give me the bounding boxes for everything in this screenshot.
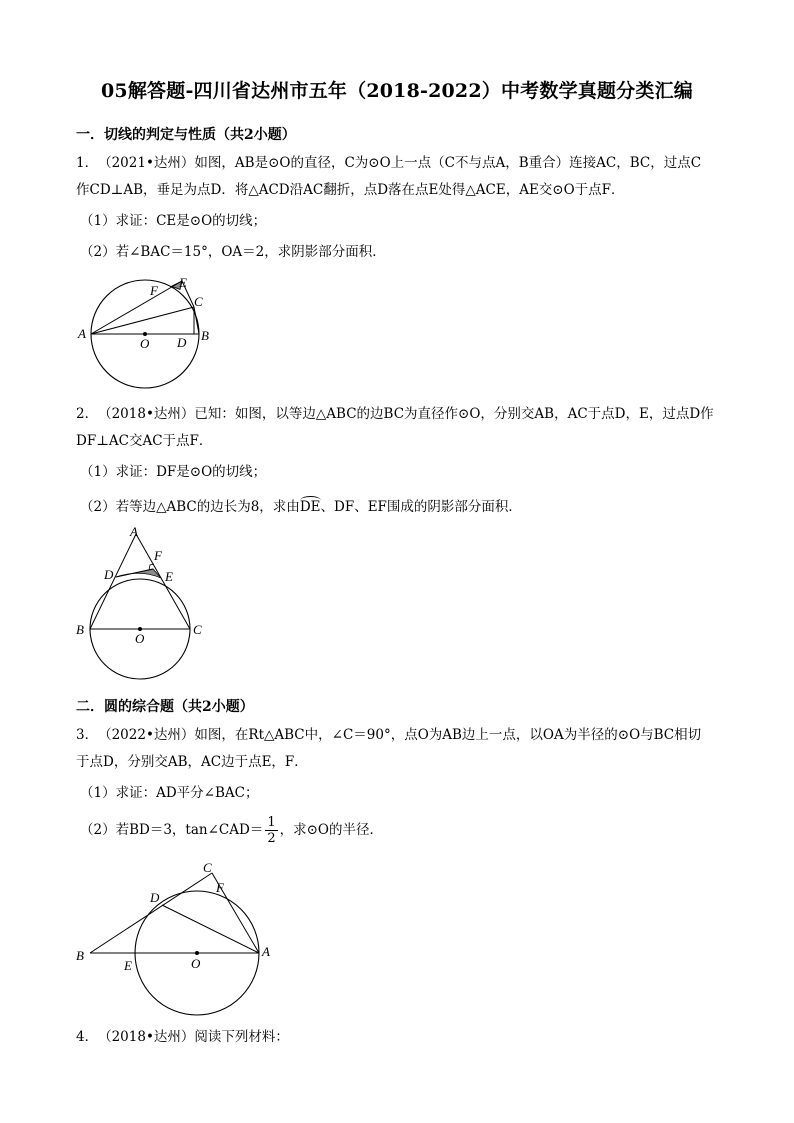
q3-stem-line1: 3． （2022•达州）如图，在Rt△ABC中，∠C＝90°，点O为AB边上一点，以OA为半径的⊙O与BC相切 (76, 727, 702, 743)
q3-center-dot (195, 951, 199, 955)
q3-figure (70, 858, 285, 1018)
q3-stem-line2: 于点D，分别交AB，AC边于点E，F． (76, 754, 308, 770)
q2-label-d: D (104, 567, 114, 582)
section-heading-2: 二．圆的综合题（共2小题） (76, 699, 254, 715)
q3-label-b: B (76, 948, 84, 963)
q2-part1: （1）求证：DF是⊙O的切线； (80, 464, 267, 480)
q2-label-a: A (130, 524, 138, 539)
q1-part1: （1）求证：CE是⊙O的切线； (80, 213, 267, 229)
q2-label-b: B (76, 622, 84, 637)
q2-arc-de: DE (299, 499, 321, 515)
q1-label-d: D (177, 335, 187, 350)
q1-line-ac (91, 307, 194, 334)
q3-part2-suffix: ，求⊙O的半径． (279, 821, 383, 838)
q1-stem-line1: 1． （2021•达州）如图，AB是⊙O的直径，C为⊙O上一点（C不与点A，B重合）连接AC，BC，过点C (76, 155, 702, 171)
q2-part2 (80, 501, 522, 515)
q3-side-bc (90, 873, 212, 953)
q2-label-o: O (135, 631, 145, 646)
q2-figure (70, 522, 220, 682)
q1-label-o: O (140, 336, 150, 351)
q2-side-ac (136, 534, 190, 629)
q3-label-o: O (191, 956, 201, 971)
q3-part2-prefix: （2）若BD＝3，tan∠CAD＝ (80, 821, 264, 838)
q1-line-cb (194, 307, 199, 334)
q3-label-d: D (150, 890, 160, 905)
q1-part2: （2）若∠BAC＝15°，OA＝2，求阴影部分面积． (80, 244, 386, 260)
q3-label-a: A (262, 944, 270, 959)
q3-part2 (80, 816, 383, 845)
q2-part2-prefix: （2）若等边△ABC的边长为8，求由 (80, 499, 300, 515)
q2-label-c: C (193, 622, 202, 637)
q1-figure (70, 270, 220, 390)
q3-fraction-denominator: 2 (267, 831, 276, 846)
q2-stem-line2: DF⊥AC交AC于点F． (76, 433, 213, 449)
q1-label-f: F (150, 283, 158, 298)
q3-fraction (265, 816, 277, 845)
q1-label-c: C (194, 294, 203, 309)
q2-label-e: E (165, 569, 173, 584)
q1-label-a: A (78, 326, 86, 341)
q1-label-e: E (179, 275, 187, 290)
q3-fraction-numerator: 1 (267, 815, 276, 830)
q2-shaded-region (116, 569, 161, 578)
q2-stem-line1: 2． （2018•达州）已知：如图，以等边△ABC的边BC为直径作⊙O，分别交AB，AC于点D，E，过点D作 (76, 406, 714, 422)
q1-label-b: B (201, 328, 209, 343)
q2-label-f: F (154, 548, 162, 563)
q3-label-f: F (216, 880, 224, 895)
q2-part2-suffix: 、DF、EF围成的阴影部分面积． (320, 499, 522, 515)
q1-line-ae (91, 281, 182, 334)
section-heading-1: 一．切线的判定与性质（共2小题） (76, 127, 296, 143)
q4-stem-line1: 4． （2018•达州）阅读下列材料： (76, 1029, 289, 1045)
q3-label-e: E (124, 958, 132, 973)
q1-stem-line2: 作CD⊥AB，垂足为点D．将△ACD沿AC翻折，点D落在点E处得△ACE，AE交⊙O于点F． (76, 182, 625, 198)
page-title: 05解答题-四川省达州市五年（2018-2022）中考数学真题分类汇编 (101, 80, 693, 102)
q3-label-c: C (203, 860, 212, 875)
q3-part1: （1）求证：AD平分∠BAC； (80, 785, 259, 801)
